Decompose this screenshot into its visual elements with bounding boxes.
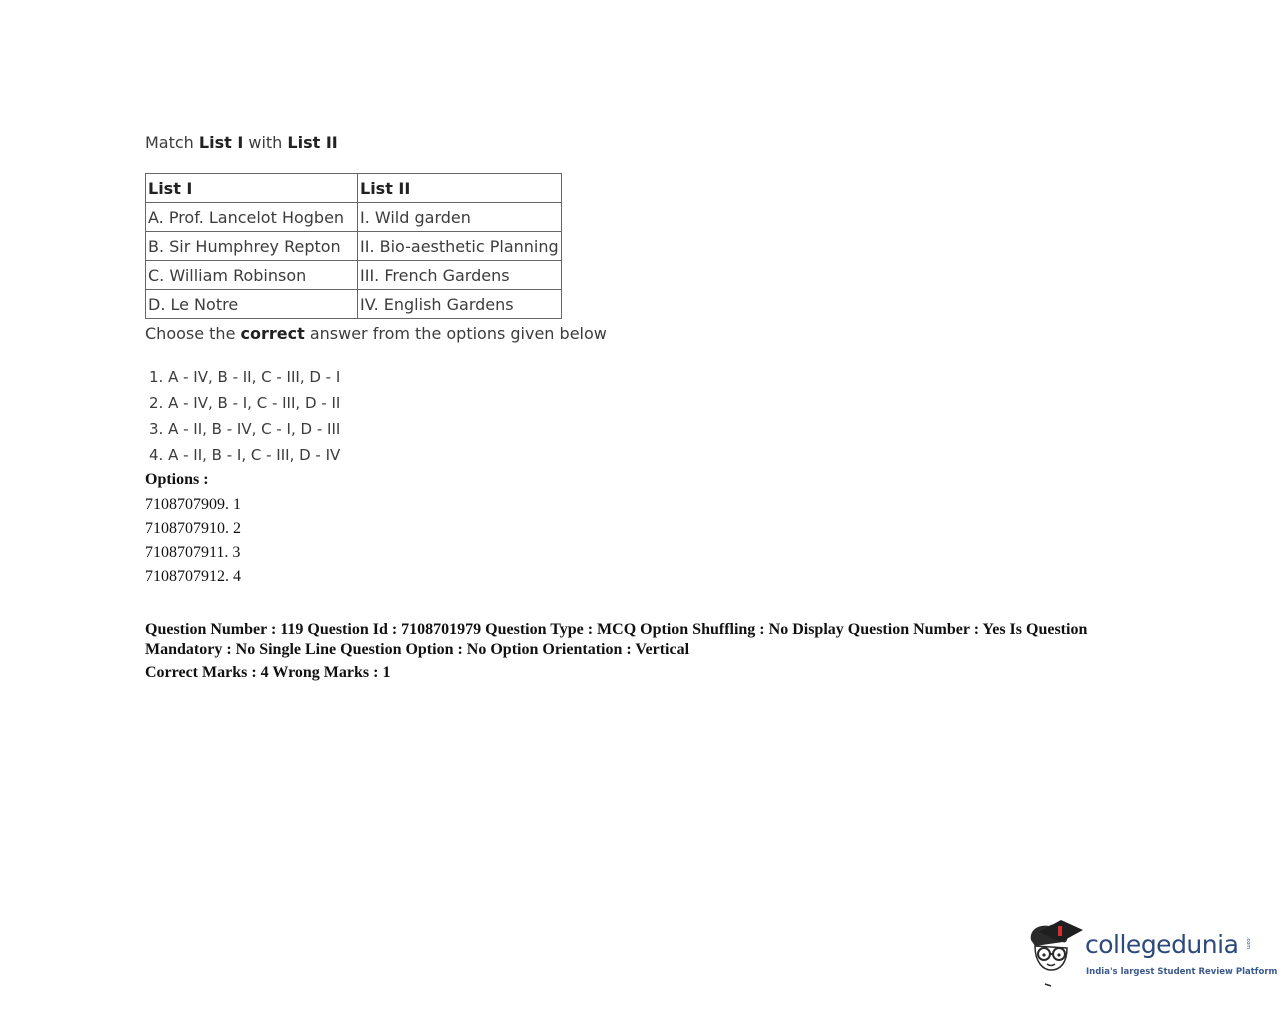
- list-item: 2. A - IV, B - I, C - III, D - II: [149, 394, 341, 412]
- choose-bold: correct: [240, 324, 305, 343]
- table-row: [146, 261, 562, 290]
- prompt-list2: List II: [287, 133, 338, 152]
- logo-suffix: .com: [1245, 936, 1252, 950]
- prompt-list1: List I: [198, 133, 244, 152]
- table-cell: C. William Robinson: [146, 261, 358, 290]
- list-item: 1. A - IV, B - II, C - III, D - I: [149, 368, 341, 386]
- logo-wordmark: collegedunia: [1085, 930, 1239, 959]
- list-item: 3. A - II, B - IV, C - I, D - III: [149, 420, 341, 438]
- options-block: [145, 471, 241, 591]
- logo-tagline: India's largest Student Review Platform: [1086, 967, 1278, 977]
- answer-list: [149, 366, 340, 470]
- list-item: 4. A - II, B - I, C - III, D - IV: [149, 446, 341, 464]
- table-cell: I. Wild garden: [358, 203, 562, 232]
- table-cell: III. French Gardens: [358, 261, 562, 290]
- option-item: 7108707909. 1: [145, 496, 241, 513]
- table-header-list1: List I: [146, 174, 358, 203]
- prompt-mid: with: [243, 133, 288, 152]
- choose-post: answer from the options given below: [304, 324, 607, 343]
- option-item: 7108707910. 2: [145, 520, 241, 537]
- table-row: [146, 203, 562, 232]
- table-cell: IV. English Gardens: [358, 290, 562, 319]
- table-cell: A. Prof. Lancelot Hogben: [146, 203, 358, 232]
- option-item: 7108707911. 3: [145, 544, 241, 561]
- question-meta: Question Number : 119 Question Id : 7108701979 Question Type : MCQ Option Shuffling : No Display Question Number : Yes Is Question Mandatory : No Single Line Question Option : No Option Orientation : Vertical: [145, 621, 1088, 658]
- table-cell: B. Sir Humphrey Repton: [146, 232, 358, 261]
- match-table: [145, 173, 562, 319]
- question-marks: Correct Marks : 4 Wrong Marks : 1: [145, 664, 391, 681]
- options-heading: Options :: [145, 471, 209, 488]
- collegedunia-logo: [1025, 918, 1278, 990]
- table-cell: D. Le Notre: [146, 290, 358, 319]
- option-item: 7108707912. 4: [145, 568, 241, 585]
- prompt-pre: Match: [145, 133, 199, 152]
- choose-instruction: [145, 324, 607, 343]
- table-cell: II. Bio-aesthetic Planning: [358, 232, 562, 261]
- question-prompt: [145, 133, 338, 152]
- table-header-list2: List II: [358, 174, 562, 203]
- mascot-graduation-cap-icon: [1025, 918, 1087, 990]
- table-header-row: [146, 174, 562, 203]
- table-row: [146, 232, 562, 261]
- choose-pre: Choose the: [145, 324, 241, 343]
- table-row: [146, 290, 562, 319]
